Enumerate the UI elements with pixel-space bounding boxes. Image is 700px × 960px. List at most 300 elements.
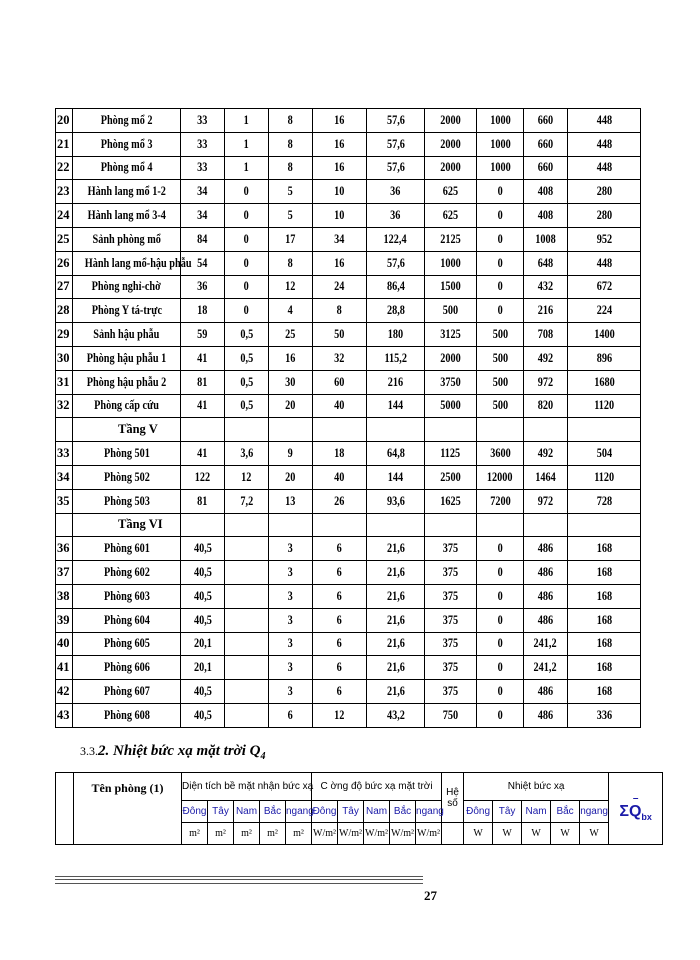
value-h: 486 — [537, 707, 554, 722]
cell-g — [477, 442, 524, 466]
nhiet-direction: Bắc — [551, 801, 580, 823]
cell-g — [477, 323, 524, 347]
value-g: 0 — [497, 208, 503, 223]
value-f: 3125 — [440, 327, 461, 342]
room-name-cell — [73, 561, 181, 585]
value-d: 40 — [334, 398, 345, 413]
table-row — [56, 109, 641, 133]
value-f: 1000 — [440, 255, 461, 270]
nhiet-unit: W — [522, 823, 551, 845]
room-name-cell — [73, 251, 192, 275]
cell-f — [425, 561, 477, 585]
value-d: 12 — [334, 707, 345, 722]
value-g: 0 — [497, 707, 503, 722]
value-f: 375 — [442, 565, 459, 580]
cell-f — [425, 680, 477, 704]
room-name-cell — [73, 132, 181, 156]
cell-d — [313, 109, 367, 133]
room-name-cell — [73, 227, 181, 251]
cell-g — [477, 346, 524, 370]
value-f: 375 — [442, 684, 459, 699]
value-a: 81 — [197, 374, 208, 389]
cell-c — [269, 561, 313, 585]
room-name-cell — [73, 323, 181, 347]
cell-b — [225, 442, 269, 466]
cell-a — [181, 465, 225, 489]
nhiet-unit: W — [464, 823, 493, 845]
cell-g — [477, 680, 524, 704]
value-a: 33 — [197, 136, 208, 151]
value-f: 375 — [442, 588, 459, 603]
cell-a — [181, 632, 225, 656]
row-stt: 26 — [56, 251, 73, 275]
cell-g — [477, 537, 524, 561]
cell-c — [269, 370, 313, 394]
value-a: 59 — [197, 327, 208, 342]
empty-cell — [524, 513, 568, 537]
cell-b — [225, 584, 269, 608]
value-h: 241,2 — [533, 660, 558, 675]
cell-h — [524, 204, 568, 228]
cell-i — [568, 275, 641, 299]
cell-a — [181, 584, 225, 608]
cell-h — [524, 132, 568, 156]
value-g: 0 — [497, 565, 503, 580]
cell-h — [524, 299, 568, 323]
room-name-cell — [73, 275, 181, 299]
cell-d — [313, 465, 367, 489]
cell-g — [477, 132, 524, 156]
cell-f — [425, 204, 477, 228]
cell-c — [269, 251, 313, 275]
cell-g — [477, 275, 524, 299]
cell-h — [524, 632, 568, 656]
empty-cell — [367, 418, 425, 442]
empty-cell — [568, 513, 641, 537]
nhiet-direction: Đông — [464, 801, 493, 823]
table-row — [56, 608, 641, 632]
cell-e — [367, 632, 425, 656]
value-e: 57,6 — [386, 112, 405, 127]
row-stt: 29 — [56, 323, 73, 347]
value-g: 12000 — [487, 469, 513, 484]
value-e: 21,6 — [386, 636, 405, 651]
value-e: 43,2 — [386, 707, 405, 722]
section-heading — [80, 743, 265, 762]
value-a: 40,5 — [193, 588, 212, 603]
cell-g — [477, 370, 524, 394]
value-h: 1464 — [535, 469, 556, 484]
value-g: 0 — [497, 588, 503, 603]
cell-b — [225, 132, 269, 156]
cell-h — [524, 156, 568, 180]
cell-e — [367, 156, 425, 180]
cell-a — [181, 275, 225, 299]
cell-c — [269, 489, 313, 513]
q4-dien-tich-header: Diện tích bề mặt nhận bức xạ — [182, 773, 312, 801]
cell-e — [367, 465, 425, 489]
empty-cell — [425, 418, 477, 442]
cell-e — [367, 180, 425, 204]
value-g: 500 — [492, 398, 508, 413]
cell-f — [425, 346, 477, 370]
section-subscript: 4 — [260, 751, 266, 762]
row-stt: 36 — [56, 537, 73, 561]
cell-a — [181, 537, 225, 561]
cell-a — [181, 180, 225, 204]
room-name: Phòng hậu phẫu 2 — [86, 374, 167, 389]
cell-e — [367, 299, 425, 323]
room-name: Phòng 601 — [103, 541, 150, 556]
value-b: 0 — [243, 303, 250, 318]
cell-f — [425, 299, 477, 323]
room-name: Phòng mổ 4 — [100, 160, 153, 175]
cell-i — [568, 703, 641, 727]
value-i: 336 — [596, 707, 612, 722]
cuong-do-direction: Đông — [312, 801, 338, 823]
value-e: 115,2 — [384, 350, 407, 365]
value-g: 0 — [497, 255, 503, 270]
cell-d — [313, 680, 367, 704]
value-b: 0 — [243, 279, 250, 294]
table-row — [56, 156, 641, 180]
value-d: 60 — [334, 374, 345, 389]
room-name-cell — [73, 156, 181, 180]
value-h: 492 — [537, 350, 554, 365]
cell-h — [524, 394, 568, 418]
room-name-cell — [73, 394, 181, 418]
value-e: 36 — [390, 208, 401, 223]
cell-b — [225, 489, 269, 513]
nhiet-direction: Nam — [522, 801, 551, 823]
value-e: 216 — [387, 374, 404, 389]
table-row — [56, 132, 641, 156]
value-a: 40,5 — [193, 684, 212, 699]
cell-d — [313, 132, 367, 156]
cell-f — [425, 370, 477, 394]
value-b: 0 — [243, 231, 250, 246]
cell-e — [367, 584, 425, 608]
cell-e — [367, 656, 425, 680]
value-e: 21,6 — [386, 660, 405, 675]
value-c: 20 — [285, 469, 296, 484]
table-row — [56, 442, 641, 466]
cell-c — [269, 465, 313, 489]
cell-f — [425, 180, 477, 204]
table-row — [56, 299, 641, 323]
cell-b — [225, 703, 269, 727]
empty-cell — [568, 418, 641, 442]
cell-h — [524, 537, 568, 561]
cell-f — [425, 465, 477, 489]
value-c: 25 — [285, 327, 296, 342]
cell-a — [181, 323, 225, 347]
cell-e — [367, 394, 425, 418]
cell-f — [425, 109, 477, 133]
room-name-cell — [73, 632, 181, 656]
value-i: 168 — [596, 565, 612, 580]
cell-e — [367, 323, 425, 347]
value-d: 6 — [336, 684, 343, 699]
room-name-cell — [73, 370, 181, 394]
value-c: 3 — [287, 684, 294, 699]
table-row — [56, 584, 641, 608]
cell-h — [524, 656, 568, 680]
value-f: 2125 — [440, 231, 461, 246]
value-g: 0 — [497, 660, 503, 675]
cell-a — [181, 561, 225, 585]
cell-d — [313, 180, 367, 204]
value-e: 57,6 — [386, 255, 405, 270]
table-row — [56, 204, 641, 228]
nhiet-direction: Tây — [493, 801, 522, 823]
room-name: Phòng 605 — [103, 636, 150, 651]
row-stt: 30 — [56, 346, 73, 370]
value-g: 0 — [497, 612, 503, 627]
value-f: 1500 — [440, 279, 461, 294]
value-g: 0 — [497, 184, 503, 199]
cell-h — [524, 442, 568, 466]
q4-cuong-do-header: C ờng độ bức xạ mặt trời — [312, 773, 442, 801]
cell-b — [225, 180, 269, 204]
cell-h — [524, 109, 568, 133]
table-row — [56, 561, 641, 585]
cuong-do-direction: Nam — [364, 801, 390, 823]
value-i: 280 — [596, 184, 612, 199]
value-e: 21,6 — [386, 588, 405, 603]
floor-row — [56, 513, 641, 537]
floor-label: Tầng V — [73, 418, 181, 442]
empty-cell — [181, 418, 225, 442]
cell-d — [313, 703, 367, 727]
row-stt: 22 — [56, 156, 73, 180]
cell-e — [367, 680, 425, 704]
value-a: 34 — [197, 184, 208, 199]
value-i: 1120 — [594, 469, 614, 484]
cell-h — [524, 608, 568, 632]
cell-f — [425, 537, 477, 561]
cuong-do-direction: Bắc — [390, 801, 416, 823]
cell-f — [425, 251, 477, 275]
empty-cell — [477, 513, 524, 537]
value-i: 1120 — [594, 398, 614, 413]
value-d: 16 — [334, 160, 345, 175]
value-d: 26 — [334, 493, 345, 508]
cell-b — [225, 156, 269, 180]
value-b: 0,5 — [240, 398, 253, 413]
room-name-cell — [73, 608, 181, 632]
value-i: 728 — [596, 493, 612, 508]
value-e: 86,4 — [386, 279, 405, 294]
value-h: 660 — [537, 112, 554, 127]
cell-f — [425, 394, 477, 418]
table-row — [56, 275, 641, 299]
cell-f — [425, 489, 477, 513]
room-name: Phòng 501 — [103, 446, 150, 461]
value-d: 32 — [334, 350, 345, 365]
table-row — [56, 703, 641, 727]
value-g: 0 — [497, 636, 503, 651]
room-name: Phòng cấp cứu — [94, 398, 159, 413]
empty-cell — [367, 513, 425, 537]
floor-stt-cell — [56, 418, 73, 442]
cell-g — [477, 394, 524, 418]
value-d: 8 — [336, 303, 343, 318]
value-i: 504 — [596, 446, 612, 461]
cell-h — [524, 251, 568, 275]
dien-tich-unit: m² — [234, 823, 260, 845]
value-i: 168 — [596, 588, 612, 603]
row-stt: 38 — [56, 584, 73, 608]
row-stt: 24 — [56, 204, 73, 228]
room-heat-table — [55, 108, 641, 728]
room-name-cell — [73, 703, 181, 727]
dien-tich-direction: ngang — [286, 801, 312, 823]
value-f: 2000 — [440, 112, 461, 127]
value-e: 57,6 — [386, 136, 405, 151]
floor-label: Tầng VI — [73, 513, 181, 537]
cell-h — [524, 465, 568, 489]
cell-e — [367, 703, 425, 727]
row-stt: 43 — [56, 703, 73, 727]
empty-cell — [425, 513, 477, 537]
cell-c — [269, 394, 313, 418]
table-row — [56, 680, 641, 704]
cell-b — [225, 680, 269, 704]
room-name-cell — [73, 109, 181, 133]
value-f: 1625 — [440, 493, 461, 508]
value-c: 20 — [285, 398, 296, 413]
cell-a — [181, 370, 225, 394]
value-a: 40,5 — [193, 541, 212, 556]
value-f: 375 — [442, 660, 459, 675]
empty-cell — [225, 418, 269, 442]
cell-f — [425, 227, 477, 251]
cell-d — [313, 632, 367, 656]
cell-h — [524, 561, 568, 585]
room-name-cell — [73, 584, 181, 608]
value-c: 5 — [287, 184, 294, 199]
value-h: 408 — [537, 208, 554, 223]
cell-g — [477, 299, 524, 323]
value-d: 6 — [336, 660, 343, 675]
cell-h — [524, 680, 568, 704]
cell-e — [367, 442, 425, 466]
empty-cell — [477, 418, 524, 442]
value-f: 1125 — [440, 446, 461, 461]
room-name-cell — [73, 489, 181, 513]
cell-c — [269, 346, 313, 370]
cell-h — [524, 346, 568, 370]
value-a: 84 — [197, 231, 208, 246]
cell-h — [524, 275, 568, 299]
table-row — [56, 632, 641, 656]
value-f: 2000 — [440, 160, 461, 175]
floor-row — [56, 418, 641, 442]
room-name: Hành lang mổ 3-4 — [87, 208, 166, 223]
room-name: Phòng 602 — [103, 565, 150, 580]
value-h: 408 — [537, 184, 554, 199]
cuong-do-unit: W/m² — [390, 823, 416, 845]
value-h: 241,2 — [533, 636, 558, 651]
value-a: 33 — [197, 160, 208, 175]
value-f: 2000 — [440, 350, 461, 365]
page-number: 27 — [424, 888, 437, 903]
cell-b — [225, 204, 269, 228]
value-g: 500 — [492, 327, 508, 342]
q4-he-so-header: Hệ số — [442, 773, 464, 823]
value-d: 50 — [334, 327, 345, 342]
row-stt: 32 — [56, 394, 73, 418]
nhiet-unit: W — [493, 823, 522, 845]
cell-a — [181, 703, 225, 727]
cell-c — [269, 537, 313, 561]
value-i: 168 — [596, 612, 612, 627]
value-d: 10 — [334, 208, 345, 223]
cell-a — [181, 608, 225, 632]
cell-i — [568, 323, 641, 347]
table-row — [56, 251, 641, 275]
cell-b — [225, 656, 269, 680]
row-stt: 31 — [56, 370, 73, 394]
cell-g — [477, 465, 524, 489]
row-stt: 35 — [56, 489, 73, 513]
room-name: Sảnh hậu phẫu — [93, 327, 160, 342]
cell-b — [225, 632, 269, 656]
row-stt: 41 — [56, 656, 73, 680]
value-c: 3 — [287, 565, 294, 580]
value-c: 9 — [287, 446, 294, 461]
value-b: 0,5 — [240, 350, 253, 365]
room-name-cell — [73, 680, 181, 704]
footer-divider — [55, 876, 423, 884]
dien-tich-direction: Đông — [182, 801, 208, 823]
value-b: 0,5 — [240, 374, 253, 389]
dien-tich-unit: m² — [208, 823, 234, 845]
cell-a — [181, 680, 225, 704]
cell-c — [269, 204, 313, 228]
room-name: Hành lang mổ-hậu phẫu — [84, 255, 192, 270]
table-row — [56, 323, 641, 347]
cell-h — [524, 323, 568, 347]
cell-b — [225, 109, 269, 133]
cell-b — [225, 465, 269, 489]
value-a: 40,5 — [193, 707, 212, 722]
cell-a — [181, 156, 225, 180]
value-d: 10 — [334, 184, 345, 199]
cell-b — [225, 299, 269, 323]
cell-g — [477, 227, 524, 251]
cell-c — [269, 656, 313, 680]
floor-stt-cell — [56, 513, 73, 537]
value-f: 625 — [442, 184, 459, 199]
value-e: 144 — [387, 398, 404, 413]
row-stt: 34 — [56, 465, 73, 489]
empty-cell — [269, 418, 313, 442]
value-d: 16 — [334, 136, 345, 151]
value-g: 0 — [497, 303, 503, 318]
cell-c — [269, 275, 313, 299]
cell-h — [524, 703, 568, 727]
value-c: 12 — [285, 279, 296, 294]
cell-d — [313, 561, 367, 585]
cuong-do-unit: W/m² — [338, 823, 364, 845]
cell-d — [313, 251, 367, 275]
dien-tich-unit: m² — [286, 823, 312, 845]
cell-d — [313, 584, 367, 608]
cell-d — [313, 275, 367, 299]
he-so-unit — [442, 823, 464, 845]
